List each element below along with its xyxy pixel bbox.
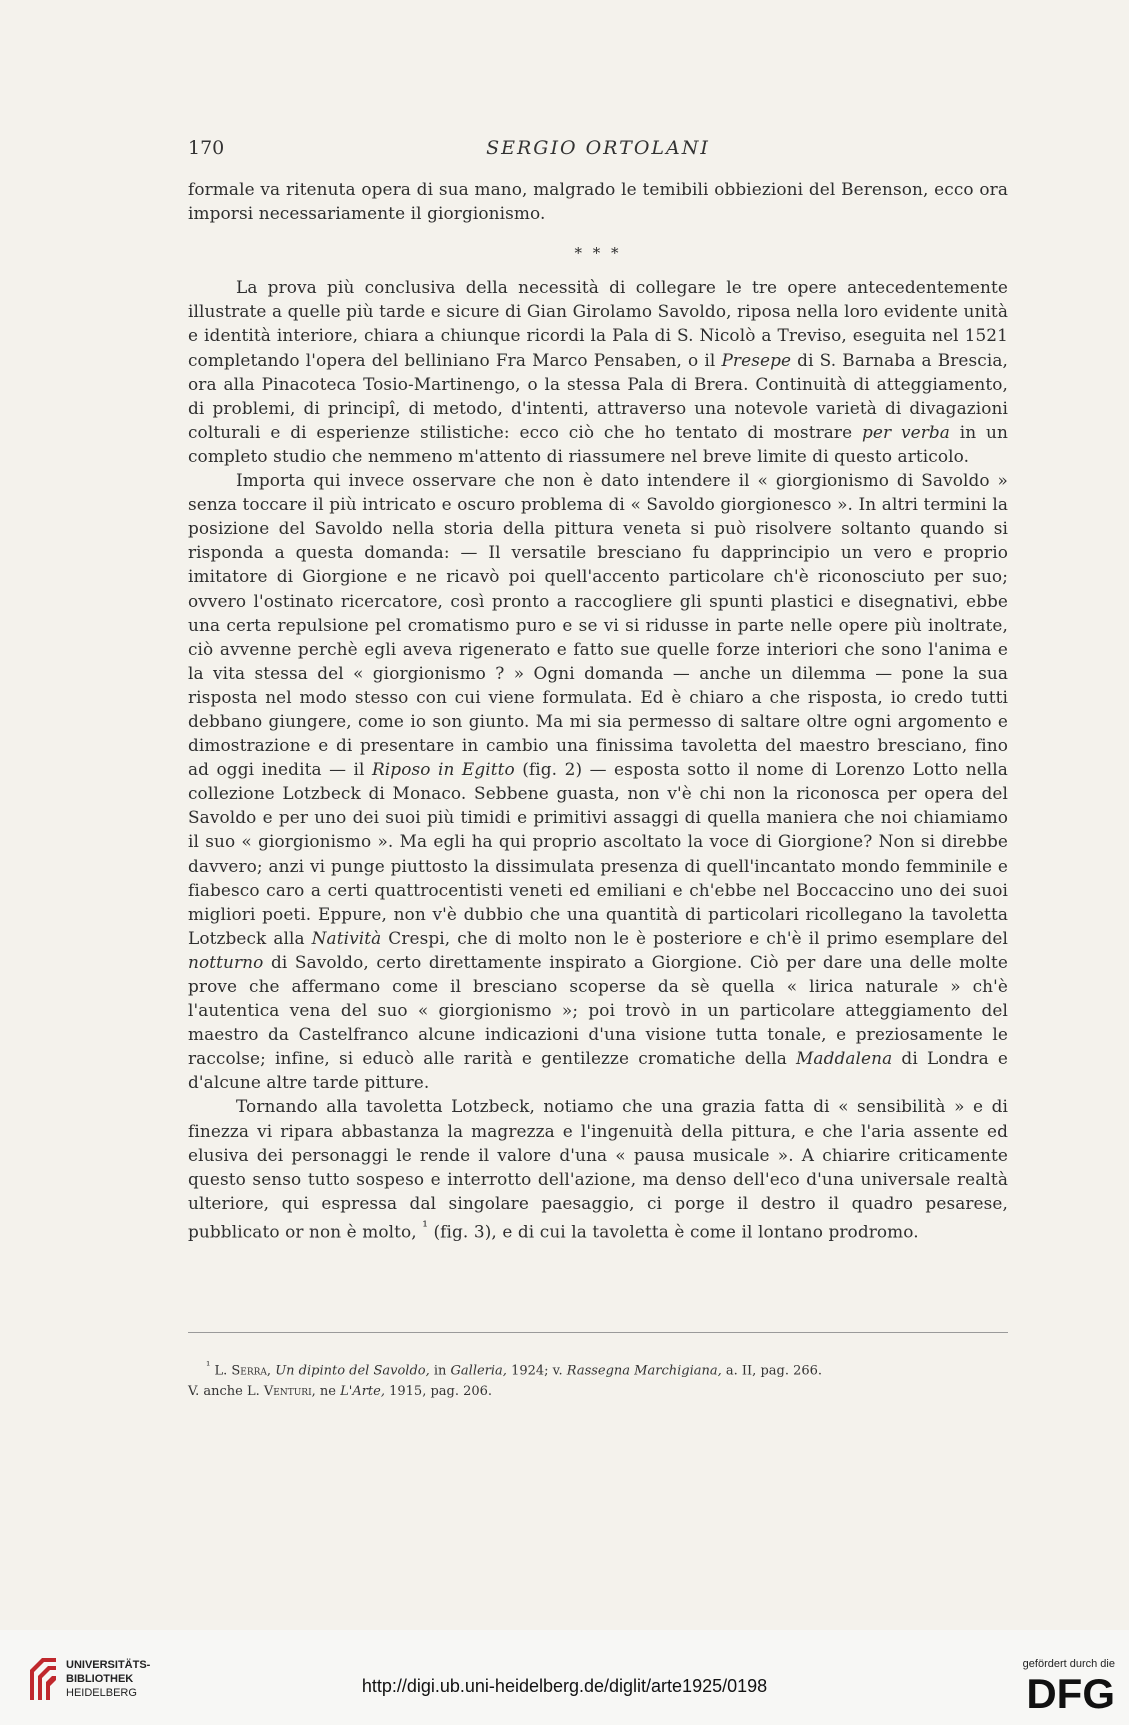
italic-title: Natività (311, 927, 382, 948)
text-run: (fig. 3), e di cui la tavoletta è come il lontano prodromo. (427, 1221, 919, 1242)
text-run: Tornando alla tavoletta Lotzbeck, notiamo che una grazia fatta di « sensibilità » e di finezza vi ripara abbastanza la magrezza e l'ingenuità della pittura, e che l'aria assente ed elusiva dei personaggi le rende il valore d'una « pausa musicale ». A chiarire criticamente questo senso tutto sospeso e interrotto dell'azione, ma denso dell'eco d'una universale realtà ulteriore, qui espressa dal singolare paesaggio, ci porge il destro il quadro pesarese, pubblicato or non è molto, (188, 1096, 1008, 1242)
footnote-reference[interactable]: ¹ (422, 1218, 428, 1235)
page-number: 170 (188, 137, 225, 159)
section-separator: * * * (574, 244, 622, 263)
footnote-author: L. Venturi, (246, 1384, 316, 1400)
funder-block (1015, 1658, 1115, 1712)
text-run: 1915, pag. 206. (384, 1384, 493, 1400)
italic-phrase: per verba (862, 421, 950, 442)
footnote-author: L. Serra, (214, 1363, 272, 1379)
text-run: V. anche (188, 1384, 247, 1400)
paragraph-3 (188, 1094, 1008, 1243)
footnote-journal: Rassegna Marchigiana, (566, 1363, 722, 1379)
footnote-title: Un dipinto del Savoldo, (275, 1363, 430, 1379)
text-run: di Londra e d'alcune altre tarde pitture. (188, 1048, 1008, 1093)
running-header (188, 137, 1008, 165)
dfg-logo-icon (1015, 1672, 1115, 1712)
footnote (188, 1355, 1008, 1402)
text-run: di S. Barnaba a Brescia, ora alla Pinacoteca Tosio-Martinengo, o la stessa Pala di Brera. Continuità di atteggiamento, di problemi, di principî, di metodo, d'intenti, attraverso una notevole varietà di divagazioni colturali e di esperienze stilistiche: ecco ciò che ho tentato di mostrare (188, 349, 1008, 442)
paragraph-2 (188, 468, 1008, 1094)
text-run: in un completo studio che nemmeno m'attento di riassumere nel breve limite di questo articolo. (188, 421, 1009, 466)
paragraph-1 (188, 275, 1008, 468)
italic-term: notturno (188, 951, 264, 972)
permalink-url[interactable]: http://digi.ub.uni-heidelberg.de/diglit/arte1925/0198 (361, 1676, 768, 1696)
footnote-mark: ¹ (206, 1359, 211, 1372)
text-run: (fig. 2) — esposta sotto il nome di Lorenzo Lotto nella collezione Lotzbeck di Monaco. Sebbene guasta, non v'è chi non la riconosca per opera del Savoldo e per uno dei suoi più timidi e primitivi assaggi di quella maniera che noi chiamiamo il suo « giorgionismo ». Ma egli ha qui proprio ascoltato la voce di Giorgione? Non si direbbe davvero; anzi vi punge piuttosto la dissimulata presenza di quell'incantato mondo femminile e fiabesco caro a certi quattrocentisti veneti ed emiliani e ch'ebbe nel Boccaccino uno dei suoi migliori poeti. Eppure, non v'è dubbio che una quantità di particolari ricollegano la tavoletta Lotzbeck alla (188, 759, 1008, 948)
text-run: Crespi, che di molto non le è posteriore e ch'è il primo esemplare del (381, 927, 1008, 948)
article-body (188, 177, 1008, 1244)
footnote-line-2 (188, 1381, 1008, 1402)
text-run: in (429, 1363, 451, 1379)
funder-label: gefördert durch die (1022, 1658, 1115, 1670)
footnote-journal: L'Arte, (340, 1384, 385, 1400)
text-run: a. II, pag. 266. (721, 1363, 823, 1379)
library-name-line: HEIDELBERG (66, 1687, 137, 1699)
library-name-line: UNIVERSITÄTS- (66, 1659, 151, 1671)
library-name-line: BIBLIOTHEK (66, 1673, 134, 1685)
paragraph-continued: formale va ritenuta opera di sua mano, malgrado le temibili obbiezioni del Berenson, ecco ora imporsi necessariamente il giorgionismo. (188, 179, 1008, 224)
footnote-line-1 (188, 1355, 1008, 1381)
footnote-journal: Galleria, (450, 1363, 507, 1379)
dfg-logo-text: DFG (1026, 1672, 1115, 1712)
running-title: SERGIO ORTOLANI (486, 137, 710, 159)
text-run: 1924; v. (506, 1363, 567, 1379)
footnote-rule (188, 1332, 1008, 1333)
text-run: ne (315, 1384, 341, 1400)
text-run: di Savoldo, certo direttamente inspirato a Giorgione. Ciò per dare una delle molte prove che affermano come il bresciano scoperse da sè quella « lirica naturale » ch'è l'autentica vena del suo « giorgionismo »; poi trovò in un particolare atteggiamento del maestro da Castelfranco alcune indicazioni d'una visione tutta tonale, e preziosamente le raccolse; infine, si educò alle rarità e gentilezze cromatiche della (188, 951, 1008, 1069)
digitization-footer (0, 1630, 1129, 1725)
italic-title: Maddalena (796, 1048, 893, 1069)
italic-title: Riposo in Egitto (371, 759, 515, 780)
text-run: La prova più conclusiva della necessità di collegare le tre opere antecedentemente illustrate a quelle più tarde e sicure di Gian Girolamo Savoldo, riposa nella loro evidente unità e identità interiore, chiara a chiunque ricordi la Pala di S. Nicolò a Treviso, eseguita nel 1521 completando l'opera del belliniano Fra Marco Pensaben, o il (188, 277, 1008, 370)
italic-title: Presepe (721, 349, 792, 370)
text-run: Importa qui invece osservare che non è dato intendere il « giorgionismo di Savoldo » senza toccare il più intricato e oscuro problema di « Savoldo giorgionesco ». In altri termini la posizione del Savoldo nella storia della pittura veneta si può risolvere soltanto quando si risponda a questa domanda: — Il versatile bresciano fu dapprincipio un vero e proprio imitatore di Giorgione e ne ricavò poi quell'accento particolare ch'è riconosciuto per suo; ovvero l'ostinato ricercatore, così pronto a raccogliere gli spunti plastici e disegnativi, ebbe una certa repulsione pel cromatismo puro e se vi si ridusse in parte nelle opere più inoltrate, ciò avvenne perchè egli aveva rigenerato e fatto sue quelle forze interiori che sono l'anima e la vita stessa del « giorgionismo ? » Ogni domanda — anche un dilemma — pone la sua risposta nel modo stesso con cui viene formulata. Ed è chiaro a che risposta, io credo tutti debbano giungere, come io son giunto. Ma mi sia permesso di saltare oltre ogni argomento e dimostrazione e di presentare in cambio una finissima tavoletta del maestro bresciano, fino ad oggi inedita — il (188, 470, 1008, 780)
